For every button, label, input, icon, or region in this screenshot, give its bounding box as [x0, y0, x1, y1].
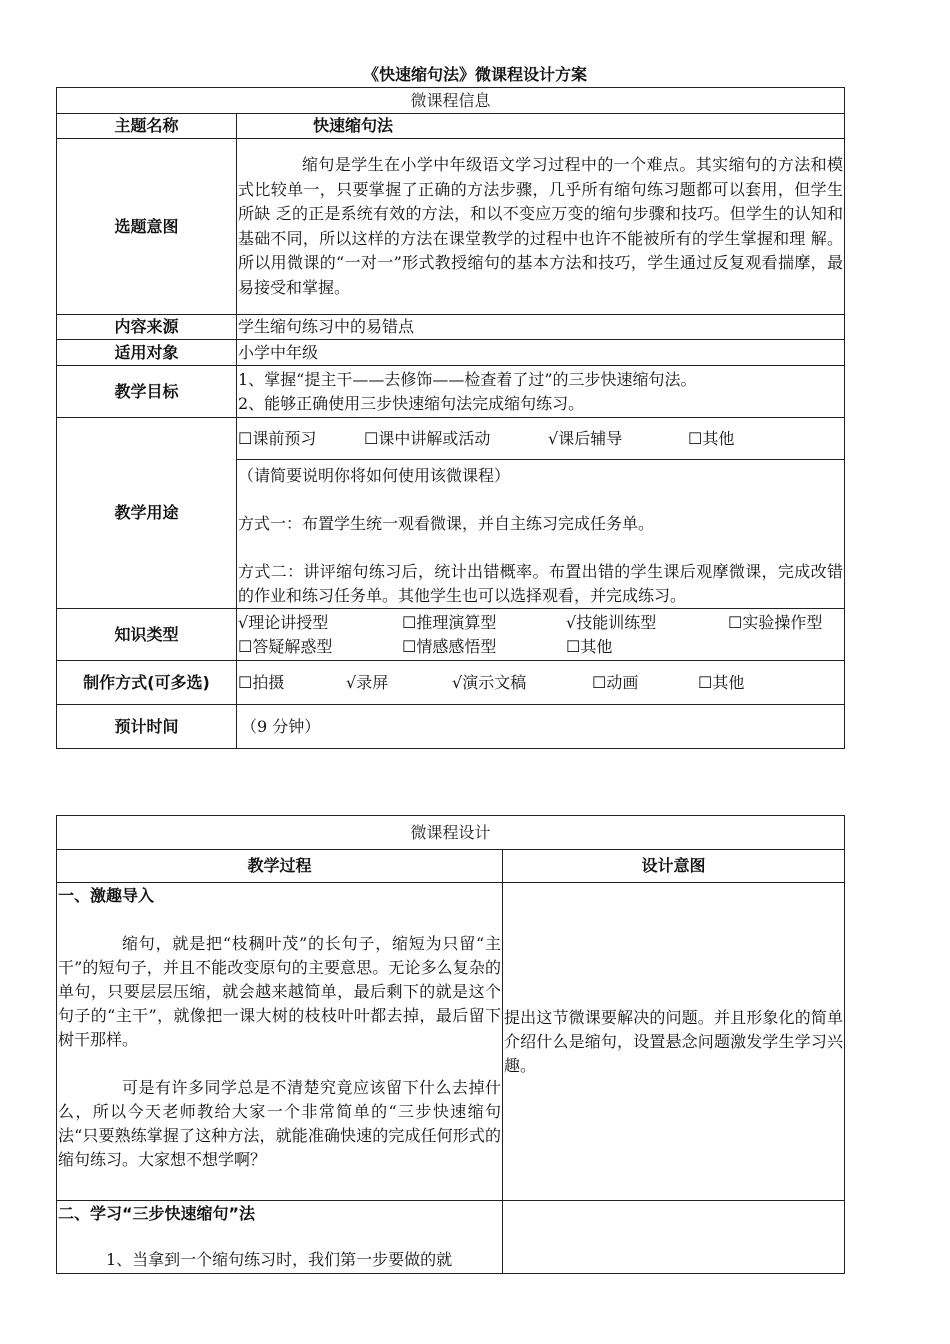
topic-label: 主题名称 — [57, 114, 237, 139]
part1-heading: 一、激趣导入 — [58, 886, 155, 905]
audience-value: 小学中年级 — [237, 340, 845, 366]
knowledge-other[interactable]: ☐其他 — [566, 636, 613, 656]
knowledge-experiment[interactable]: ☐实验操作型 — [728, 612, 823, 632]
usage-option-aftercl[interactable]: √课后辅导 — [548, 428, 623, 448]
knowledge-label: 知识类型 — [57, 609, 237, 661]
usage-option-other[interactable]: ☐其他 — [688, 428, 735, 448]
process-header: 教学过程 — [57, 850, 503, 883]
knowledge-reasoning[interactable]: ☐推理演算型 — [402, 612, 497, 632]
make-animation[interactable]: ☐动画 — [592, 672, 639, 692]
make-shoot[interactable]: ☐拍摄 — [238, 672, 285, 692]
design-section-title: 微课程设计 — [57, 816, 845, 850]
make-slides[interactable]: √演示文稿 — [452, 672, 527, 692]
goal-label: 教学目标 — [57, 366, 237, 418]
goal-cell — [237, 366, 845, 418]
time-value: （9 分钟） — [237, 705, 845, 749]
part1-paragraph-2: 可是有许多同学总是不清楚究竟应该留下什么去掉什么，所以今天老师教给大家一个非常简单的“三步快速缩句法“只要熟练掌握了这种方法，就能准确快速的完成任何形式的缩句练习。大家想不想学啊？ — [58, 1078, 501, 1169]
knowledge-qa[interactable]: ☐答疑解惑型 — [238, 636, 333, 656]
usage-option-inclass[interactable]: ☐课中讲解或活动 — [364, 428, 491, 448]
part2-intent — [503, 1201, 845, 1274]
make-other[interactable]: ☐其他 — [698, 672, 745, 692]
design-table — [56, 815, 845, 1274]
usage-options — [237, 418, 845, 460]
document-title: 《快速缩句法》微课程设计方案 — [362, 65, 587, 84]
goal-1: 1、掌握“提主干——去修饰——检查着了过”的三步快速缩句法。 — [238, 369, 697, 389]
usage-description — [237, 460, 845, 609]
part1-process — [57, 883, 503, 1201]
intent-header: 设计意图 — [503, 850, 845, 883]
knowledge-theory[interactable]: √理论讲授型 — [238, 612, 329, 632]
audience-label: 适用对象 — [57, 340, 237, 366]
part2-heading: 二、学习“三步快速缩句”法 — [58, 1204, 256, 1223]
info-section-title: 微课程信息 — [57, 88, 845, 114]
source-label: 内容来源 — [57, 315, 237, 340]
make-options — [237, 661, 845, 705]
part1-intent: 提出这节微课要解决的问题。并且形象化的简单介绍什么是缩句，设置悬念问题激发学生学习兴趣。 — [503, 883, 845, 1201]
usage-way-2: 方式二：讲评缩句练习后，统计出错概率。布置出错的学生课后观摩微课，完成改错的作业和练习任务单。其他学生也可以选择观看，并完成练习。 — [238, 562, 844, 605]
knowledge-skill[interactable]: √技能训练型 — [566, 612, 657, 632]
source-value: 学生缩句练习中的易错点 — [237, 315, 845, 340]
intent-text: 缩句是学生在小学中年级语文学习过程中的一个难点。其实缩句的方法和模式比较单一，只要掌握了正确的方法步骤，几乎所有缩句练习题都可以套用，但学生所缺 乏的正是系统有效的方法，和以不变应万变的缩句步骤和技巧。但学生的认知和基础不同，所以这样的方法在课堂教学的过程中也许不能被所有的学生掌握和理 解。所以用微课的“一对一”形式教授缩句的基本方法和技巧，学生通过反复观看揣摩，最易接受和掌握。 — [237, 139, 845, 315]
part2-process — [57, 1201, 503, 1274]
make-label: 制作方式(可多选) — [57, 661, 237, 705]
time-label: 预计时间 — [57, 705, 237, 749]
intent-label: 选题意图 — [57, 139, 237, 315]
goal-2: 2、能够正确使用三步快速缩句法完成缩句练习。 — [238, 393, 585, 413]
info-table — [56, 87, 845, 749]
usage-note: （请简要说明你将如何使用该微课程） — [238, 466, 511, 485]
usage-option-preview[interactable]: ☐课前预习 — [238, 428, 317, 448]
part1-paragraph-1: 缩句，就是把“枝稠叶茂”的长句子，缩短为只留“主干”的短句子，并且不能改变原句的主要意思。无论多么复杂的单句，只要层层压缩，就会越来越简单，最后剩下的就是这个句子的“主干”，就像把一课大树的枝枝叶叶都去掉，最后留下树干那样。 — [58, 934, 501, 1049]
knowledge-options — [237, 609, 845, 661]
make-record[interactable]: √录屏 — [346, 672, 389, 692]
topic-value: 快速缩句法 — [237, 114, 845, 139]
usage-label: 教学用途 — [57, 418, 237, 609]
usage-way-1: 方式一：布置学生统一观看微课，并自主练习完成任务单。 — [238, 514, 655, 533]
part2-paragraph-1: 1、当拿到一个缩句练习时，我们第一步要做的就 — [106, 1250, 453, 1269]
knowledge-emotion[interactable]: ☐情感感悟型 — [402, 636, 497, 656]
